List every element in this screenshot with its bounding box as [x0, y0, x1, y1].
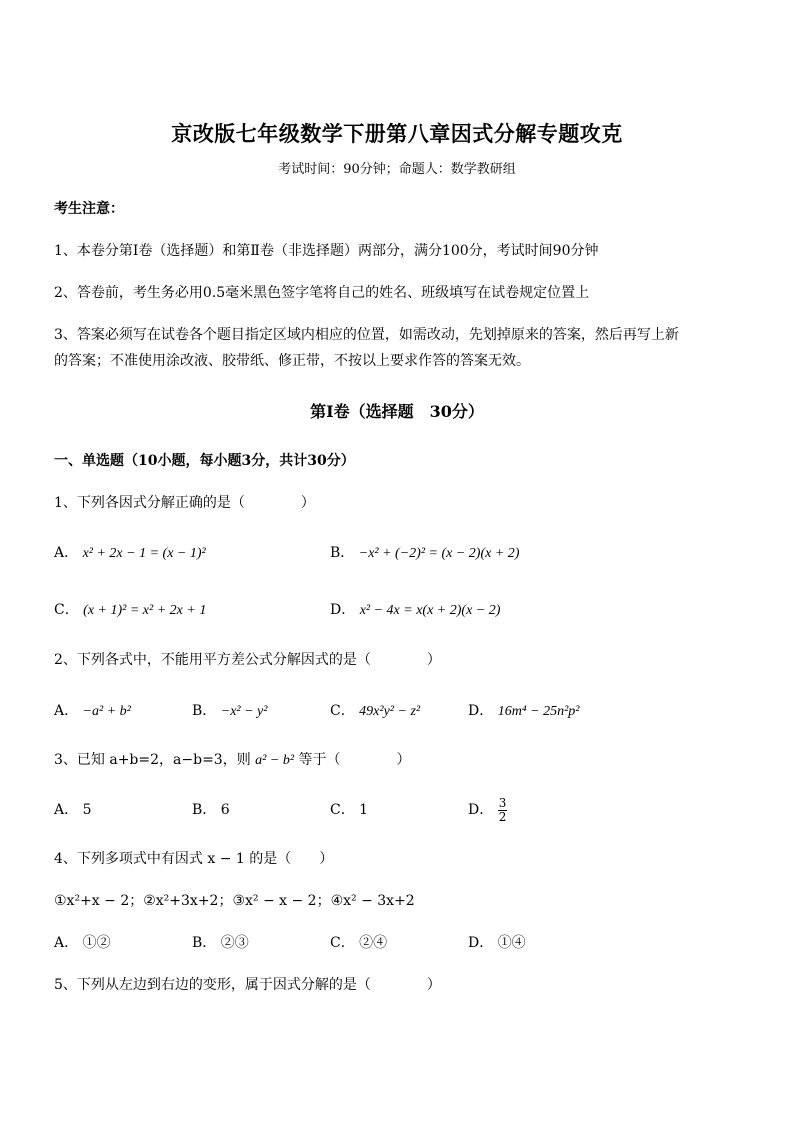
notice-item-1: 1、本卷分第Ⅰ卷（选择题）和第Ⅱ卷（非选择题）两部分，满分100分，考试时间90分钟 [54, 243, 599, 259]
option-expr: 16m⁴ − 25n²p² [497, 704, 580, 719]
option-expr: ①② [82, 935, 111, 951]
question-2-option-d [468, 701, 580, 722]
stem-text: 3、已知 a+b=2，a−b=3，则 [54, 752, 251, 768]
question-4-items: ①x²+x − 2；②x²+3x+2；③x² − x − 2；④x² − 3x+2 [54, 893, 415, 909]
option-expr: x² − 4x = x(x + 2)(x − 2) [359, 603, 501, 618]
fraction-denominator: 2 [498, 809, 507, 824]
stem-text: 等于（ ） [298, 752, 411, 768]
option-label: D． [468, 802, 494, 818]
option-label: B． [330, 545, 355, 561]
question-4-option-d [468, 933, 526, 953]
question-2-option-a [54, 701, 131, 722]
option-label: A． [54, 802, 79, 818]
notice-item-2: 2、答卷前，考生务必用0.5毫米黑色签字笔将自己的姓名、班级填写在试卷规定位置上 [54, 285, 590, 301]
question-4-stem: 4、下列多项式中有因式 x − 1 的是（ ） [54, 851, 334, 867]
fraction-numerator: 3 [498, 795, 507, 810]
option-label: A． [54, 703, 79, 719]
exam-info: 考试时间：90分钟；命题人：数学教研组 [278, 162, 516, 177]
option-label: B． [192, 703, 217, 719]
option-expr: 1 [359, 802, 369, 818]
question-3-option-b [192, 800, 230, 820]
question-5-stem: 5、下列从左边到右边的变形，属于因式分解的是（ ） [54, 977, 441, 993]
question-4-option-c [330, 933, 387, 953]
option-expr: 5 [82, 802, 92, 818]
question-1-option-d [330, 600, 500, 621]
option-expr: ①④ [497, 935, 526, 951]
option-expr: 6 [220, 802, 230, 818]
question-4-option-b [192, 933, 249, 953]
question-3-option-a [54, 800, 92, 820]
option-label: C． [54, 602, 79, 618]
question-2-option-c [330, 701, 420, 722]
section-title: 第Ⅰ卷（选择题 30分） [310, 402, 484, 421]
stem-expr: a² − b² [255, 753, 295, 768]
option-label: C． [330, 935, 355, 951]
option-label: A． [54, 545, 79, 561]
option-label: D． [330, 602, 356, 618]
question-3-option-d [468, 791, 507, 829]
option-expr: −x² − y² [220, 704, 268, 719]
question-2-stem: 2、下列各式中，不能用平方差公式分解因式的是（ ） [54, 652, 441, 668]
notice-item-3: 3、答案必须写在试卷各个题目指定区域内相应的位置，如需改动，先划掉原来的答案，然后再写上新 [54, 327, 679, 343]
question-3-option-c [330, 800, 368, 820]
notice-heading: 考生注意： [54, 201, 124, 217]
option-expr: (x + 1)² = x² + 2x + 1 [83, 603, 207, 618]
notice-item-3-cont: 的答案；不准使用涂改液、胶带纸、修正带，不按以上要求作答的答案无效。 [54, 353, 530, 369]
option-expr: −a² + b² [82, 704, 131, 719]
option-label: B． [192, 935, 217, 951]
question-1-option-a [54, 543, 206, 564]
question-1-option-b [330, 543, 519, 564]
question-2-option-b [192, 701, 267, 722]
question-3-stem [54, 750, 410, 771]
option-label: B． [192, 802, 217, 818]
part-heading: 一、单选题（10小题，每小题3分，共计30分） [54, 453, 355, 469]
option-expr: ②④ [359, 935, 388, 951]
option-label: C． [330, 802, 355, 818]
option-expr: 49x²y² − z² [359, 704, 421, 719]
option-label: D． [468, 935, 494, 951]
option-label: A． [54, 935, 79, 951]
option-label: C． [330, 703, 355, 719]
question-4-option-a [54, 933, 111, 953]
option-expr: x² + 2x − 1 = (x − 1)² [82, 546, 206, 561]
option-expr: ②③ [220, 935, 249, 951]
fraction [498, 797, 508, 824]
question-1-option-c [54, 600, 206, 621]
page-title: 京改版七年级数学下册第八章因式分解专题攻克 [171, 121, 623, 146]
option-label: D． [468, 703, 494, 719]
option-expr: −x² + (−2)² = (x − 2)(x + 2) [358, 546, 520, 561]
question-1-stem: 1、下列各因式分解正确的是（ ） [54, 495, 315, 511]
